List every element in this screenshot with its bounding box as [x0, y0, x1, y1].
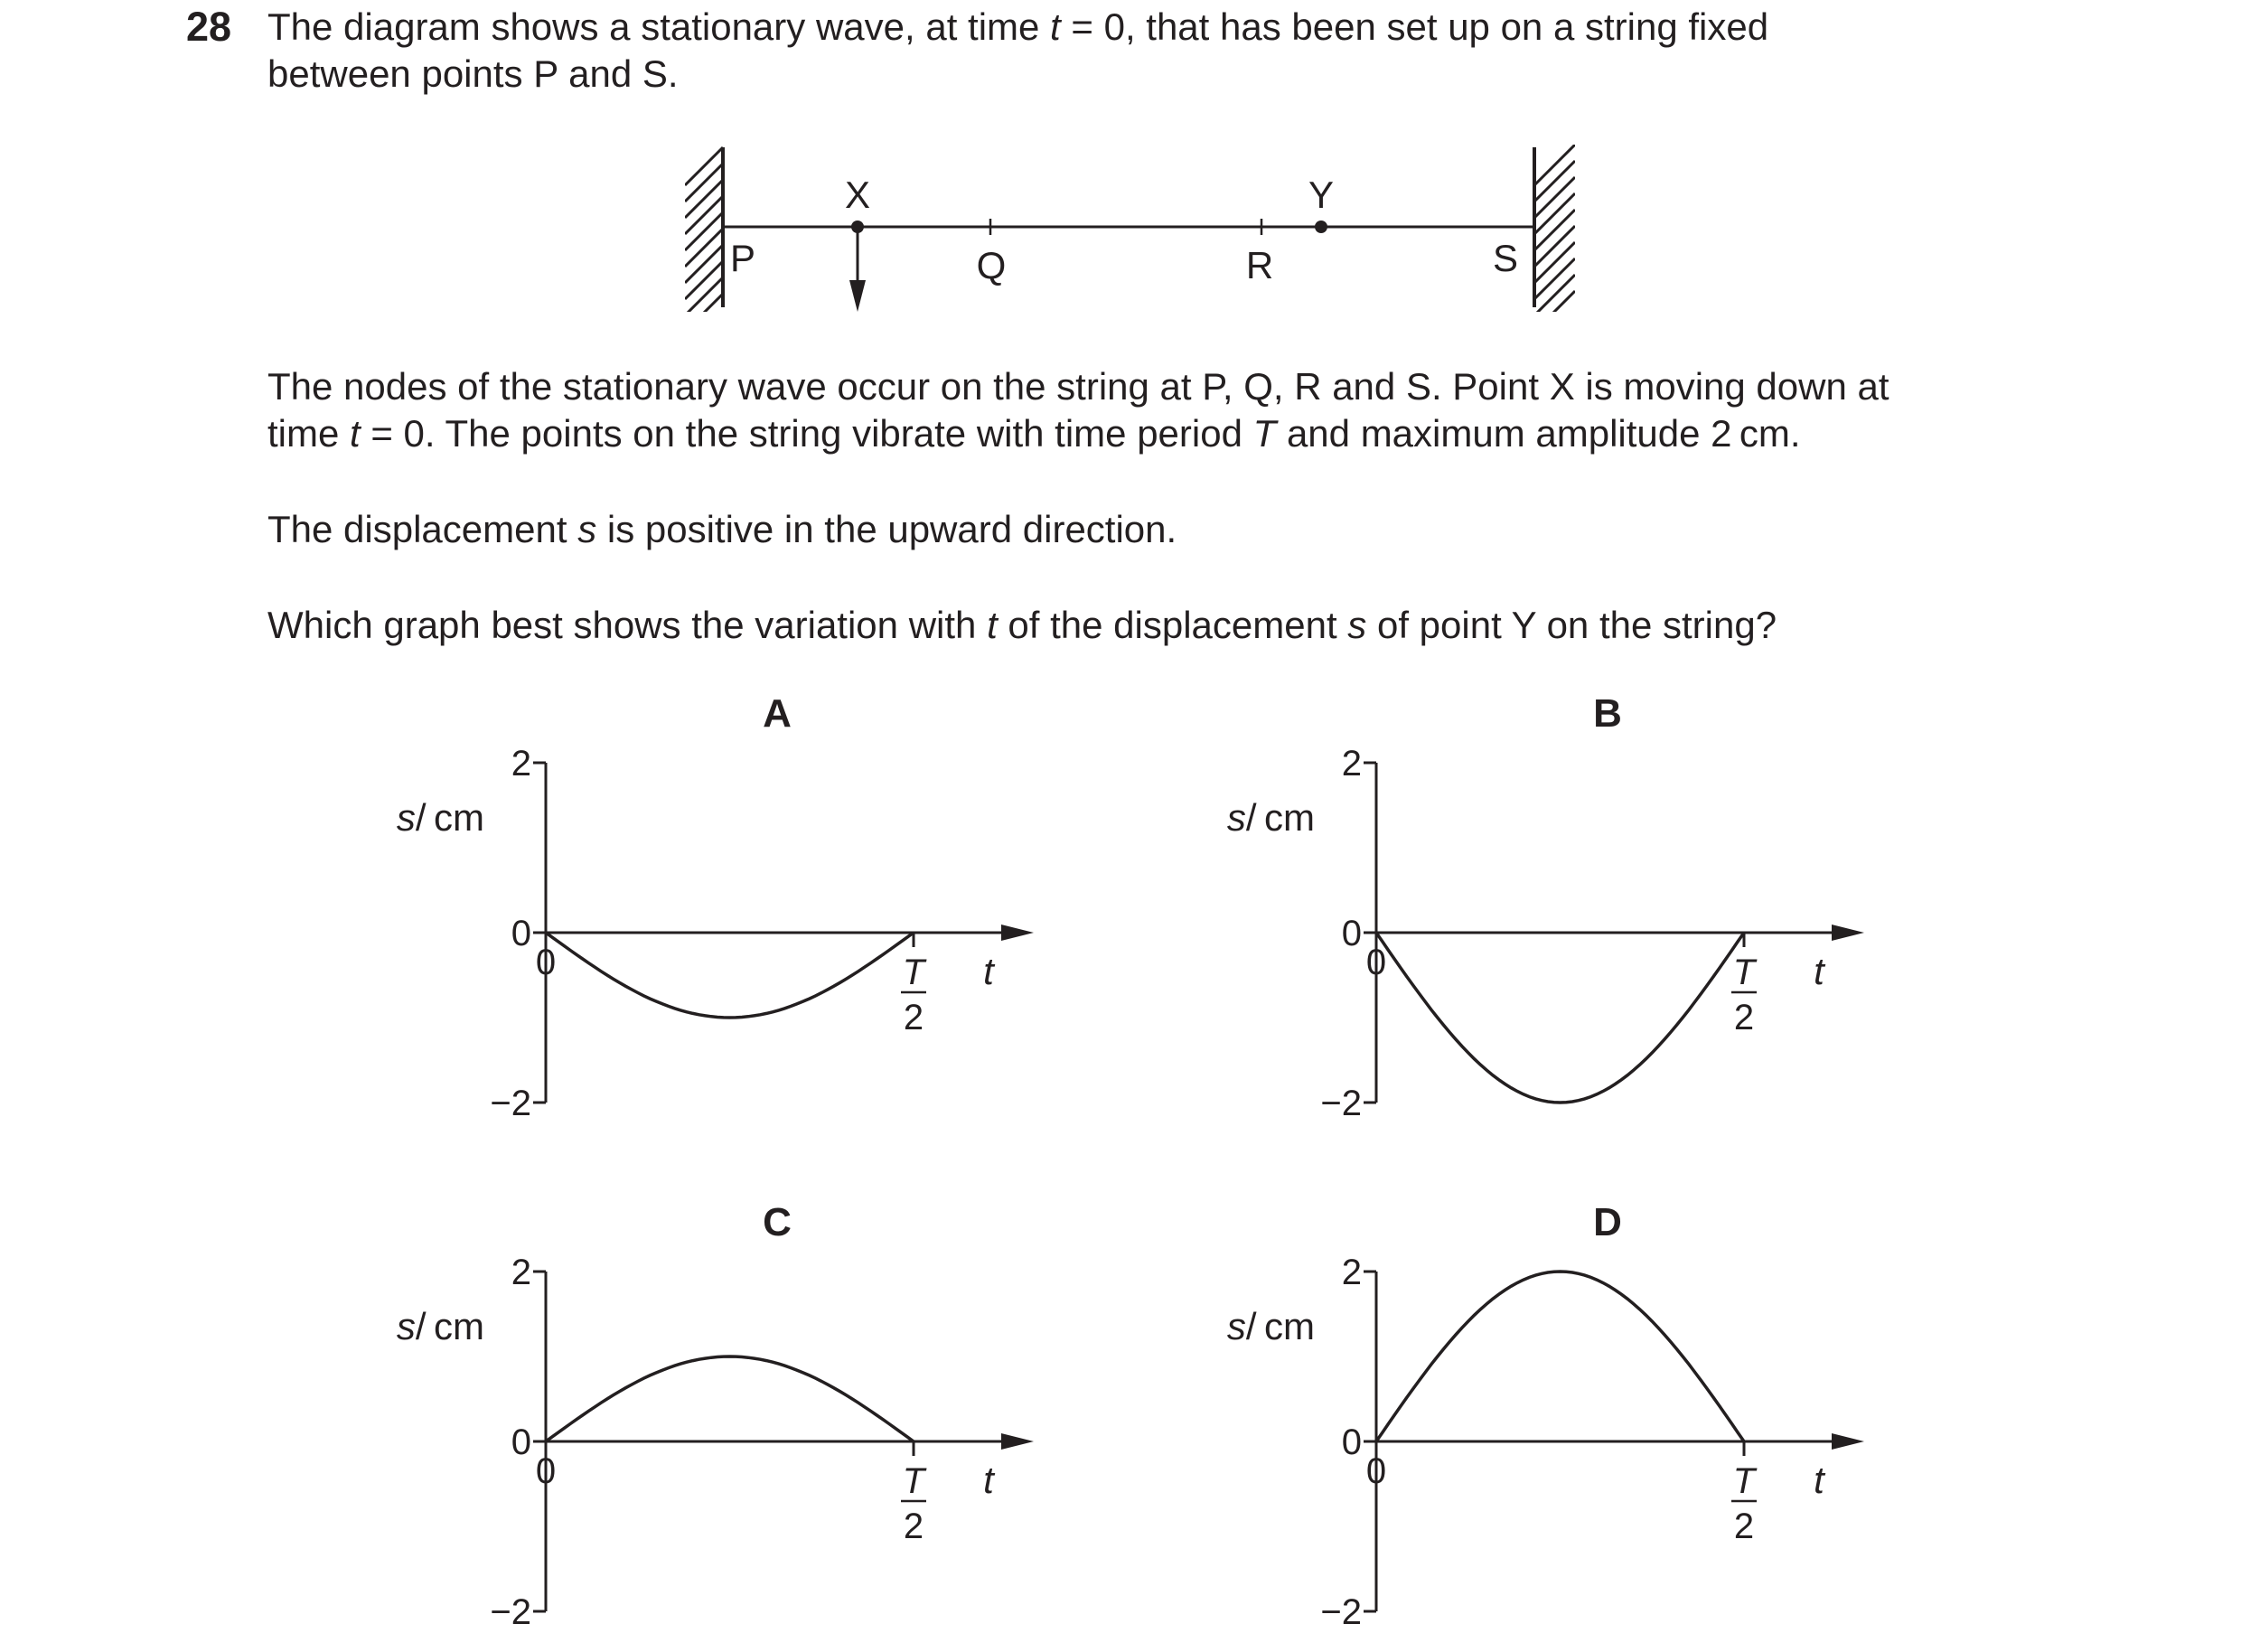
graph-d — [1227, 1200, 1864, 1632]
graph-a-xtick-label-zero: 0 — [535, 943, 557, 982]
graph-d-ytick-label-zero: 0 — [1341, 1422, 1362, 1462]
displacement-paragraph: The displacement s is positive in the upward direction. — [267, 508, 1177, 550]
graph-b-ytick-label-bottom: −2 — [1320, 1084, 1362, 1123]
graph-b-x-arrow-icon — [1832, 925, 1864, 941]
graph-b — [1227, 691, 1864, 1123]
graph-d-y-axis-label-var: s — [1226, 1305, 1246, 1347]
graph-a-ytick-label-bottom: −2 — [490, 1084, 531, 1123]
graph-a-ytick-label-zero: 0 — [511, 914, 531, 953]
graph-c-xtick-label-zero: 0 — [535, 1451, 557, 1491]
graph-b-curve — [1376, 933, 1744, 1103]
graph-a-ytick-label-top: 2 — [511, 744, 531, 784]
graph-c-y-axis-label-var: s — [396, 1305, 416, 1347]
question-number: 28 — [186, 4, 232, 50]
graph-a — [397, 691, 1034, 1123]
graph-b-xtick-label-end-numerator: T — [1732, 953, 1756, 992]
graph-d-option-label: D — [1593, 1200, 1622, 1244]
graph-c — [397, 1200, 1034, 1632]
graph-d-xtick-label-end-denominator: 2 — [1733, 1507, 1755, 1546]
graph-c-ytick-label-zero: 0 — [511, 1422, 531, 1462]
graph-a-x-arrow-icon — [1001, 925, 1034, 941]
label-y: Y — [1308, 174, 1335, 216]
graph-d-x-axis-label: t — [1814, 1459, 1824, 1501]
graph-b-xtick-label-end-denominator: 2 — [1733, 998, 1755, 1037]
graph-c-option-label: C — [763, 1200, 792, 1244]
graph-c-ytick-label-bottom: −2 — [490, 1592, 531, 1632]
nodes-line-2: time t = 0. The points on the string vibrate with time period T and maximum amplitude 2 cm. — [267, 412, 1801, 455]
graph-c-x-arrow-icon — [1001, 1433, 1034, 1450]
graph-a-y-axis-label — [397, 796, 484, 839]
graph-c-ytick-label-top: 2 — [511, 1253, 531, 1292]
graph-b-x-axis-label: t — [1814, 950, 1824, 992]
graph-c-y-axis-label-unit: / cm — [415, 1305, 484, 1347]
label-x: X — [844, 174, 871, 216]
graph-b-ytick-label-top: 2 — [1341, 744, 1362, 784]
label-p: P — [730, 237, 756, 279]
intro-line-1: The diagram shows a stationary wave, at time t = 0, that has been set up on a string fixed — [267, 5, 1769, 48]
graph-b-y-axis-label-unit: / cm — [1245, 796, 1315, 839]
label-q: Q — [976, 244, 1007, 286]
graph-a-y-axis-label-unit: / cm — [415, 796, 484, 839]
graph-c-xtick-label-end-denominator: 2 — [903, 1507, 924, 1546]
graph-c-x-axis-label: t — [983, 1459, 994, 1501]
label-r: R — [1245, 244, 1274, 286]
graph-a-option-label: A — [763, 691, 792, 736]
graph-b-ytick-label-zero: 0 — [1341, 914, 1362, 953]
graph-a-curve — [546, 933, 914, 1018]
graph-a-y-axis-label-var: s — [396, 796, 416, 839]
nodes-line-1: The nodes of the stationary wave occur on the string at P, Q, R and S. Point X is moving down at — [267, 365, 1889, 408]
label-s: S — [1492, 237, 1519, 279]
graph-c-curve — [546, 1356, 914, 1441]
graph-b-y-axis-label-var: s — [1226, 796, 1246, 839]
graph-d-curve — [1376, 1272, 1744, 1441]
graph-c-y-axis-label — [397, 1305, 484, 1347]
graph-a-xtick-label-end-denominator: 2 — [903, 998, 924, 1037]
graph-d-y-axis-label-unit: / cm — [1245, 1305, 1315, 1347]
graph-d-xtick-label-zero: 0 — [1365, 1451, 1387, 1491]
graph-d-ytick-label-top: 2 — [1341, 1253, 1362, 1292]
graph-a-xtick-label-end-numerator: T — [902, 953, 925, 992]
graph-c-xtick-label-end-numerator: T — [902, 1461, 925, 1501]
graph-d-xtick-label-end-numerator: T — [1732, 1461, 1756, 1501]
graph-b-y-axis-label — [1227, 796, 1315, 839]
intro-line-2: between points P and S. — [267, 52, 679, 95]
graph-b-xtick-label-zero: 0 — [1365, 943, 1387, 982]
graph-b-option-label: B — [1593, 691, 1622, 736]
question-prompt: Which graph best shows the variation with t of the displacement s of point Y on the string? — [267, 604, 1777, 646]
graph-d-ytick-label-bottom: −2 — [1320, 1592, 1362, 1632]
graph-d-y-axis-label — [1227, 1305, 1315, 1347]
graph-a-x-axis-label: t — [983, 950, 994, 992]
graph-d-x-arrow-icon — [1832, 1433, 1864, 1450]
